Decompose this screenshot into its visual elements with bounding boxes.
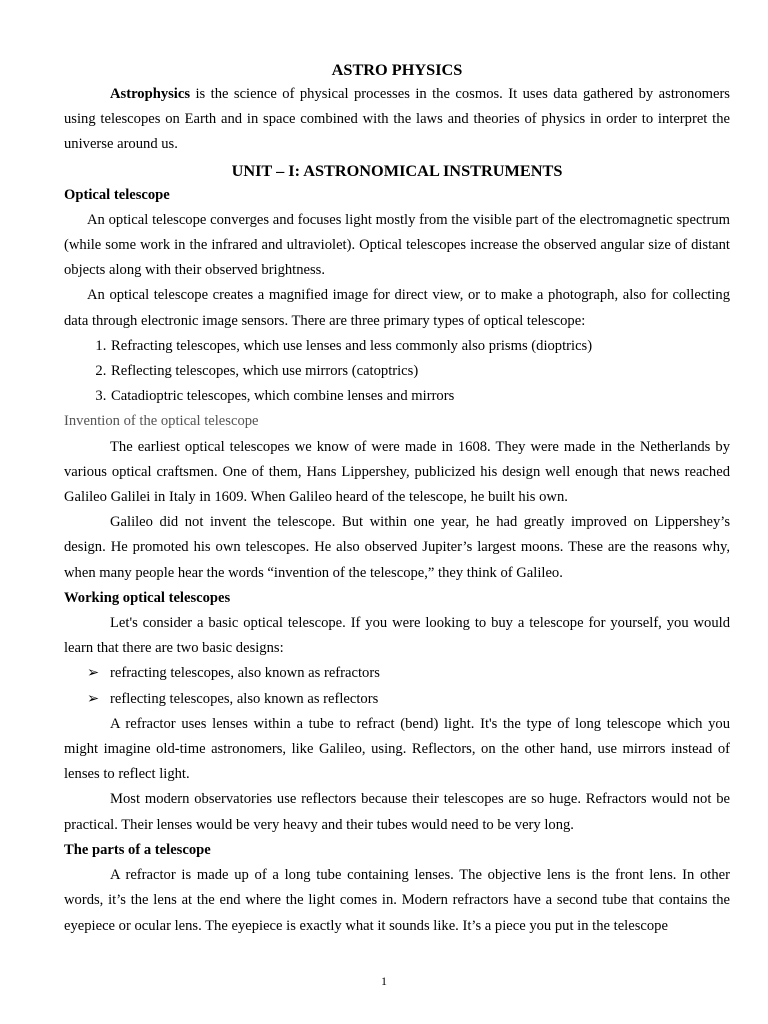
working-paragraph-1: Let's consider a basic optical telescope. If you were looking to buy a telescope for yourself, you would learn that there are two basic designs: bbox=[64, 615, 730, 657]
optical-paragraph-1: An optical telescope converges and focuses light mostly from the visible part of the electromagnetic spectrum (while some work in the infrared and ultraviolet). Optical telescopes increase the observed angular size of distant objects along with their observed brightness. bbox=[64, 211, 730, 279]
list-item bbox=[87, 687, 730, 712]
list-item: 1. Refracting telescopes, which use lenses and less commonly also prisms (dioptrics) bbox=[110, 334, 730, 359]
section-heading-optical: Optical telescope bbox=[64, 186, 170, 203]
telescope-designs-list bbox=[64, 661, 730, 711]
intro-term: Astrophysics bbox=[110, 86, 191, 102]
parts-paragraph-1: A refractor is made up of a long tube containing lenses. The objective lens is the front lens. In other words, it’s the lens at the end where the light comes in. Modern refractors have a second tube that contains the eyepiece or ocular lens. The eyepiece is exactly what it sounds like. It’s a piece you put in the telescope bbox=[64, 867, 730, 934]
document-title: ASTRO PHYSICS bbox=[331, 60, 463, 79]
list-item-text: reflecting telescopes, also known as reflectors bbox=[110, 690, 379, 707]
section-heading-parts: The parts of a telescope bbox=[64, 841, 211, 858]
intro-text: is the science of physical processes in the cosmos. It uses data gathered by astronomers using telescopes on Earth and in space combined with the laws and theories of physics in order to interpret the universe around us. bbox=[64, 86, 730, 153]
unit-title: UNIT – I: ASTRONOMICAL INSTRUMENTS bbox=[231, 160, 563, 180]
page-content bbox=[64, 60, 730, 939]
list-item: 2. Reflecting telescopes, which use mirrors (catoptrics) bbox=[110, 359, 730, 384]
list-item: 3. Catadioptric telescopes, which combine lenses and mirrors bbox=[110, 384, 730, 409]
list-item bbox=[87, 661, 730, 686]
arrow-bullet-icon: ➢ bbox=[87, 690, 100, 707]
page-number: 1 bbox=[381, 974, 387, 988]
invention-paragraph-2: Galileo did not invent the telescope. But within one year, he had greatly improved on Lippershey’s design. He promoted his own telescopes. He also observed Jupiter’s largest moons. These are the reasons why, when many people hear the words “invention of the telescope,” they think of Galileo. bbox=[64, 514, 730, 581]
list-item-text: refracting telescopes, also known as refractors bbox=[110, 665, 380, 682]
working-paragraph-2: A refractor uses lenses within a tube to refract (bend) light. It's the type of long telescope which you might imagine old-time astronomers, like Galileo, using. Reflectors, on the other hand, use mirrors instead of lenses to reflect light. bbox=[64, 715, 730, 783]
section-heading-working: Working optical telescopes bbox=[64, 589, 231, 606]
working-paragraph-3: Most modern observatories use reflectors because their telescopes are so huge. Refractors would not be practical. Their lenses would be very heavy and their tubes would need to be very long. bbox=[64, 791, 730, 833]
section-heading-invention: Invention of the optical telescope bbox=[64, 413, 259, 430]
intro-paragraph bbox=[64, 82, 730, 158]
invention-paragraph-1: The earliest optical telescopes we know of were made in 1608. They were made in the Netherlands by various optical craftsmen. One of them, Hans Lippershey, publicized his design well enough that news reached Galileo Galilei in Italy in 1609. When Galileo heard of the telescope, he built his own. bbox=[64, 438, 730, 506]
telescope-types-list bbox=[64, 334, 730, 410]
arrow-bullet-icon: ➢ bbox=[87, 665, 100, 682]
optical-paragraph-2: An optical telescope creates a magnified image for direct view, or to make a photograph, also for collecting data through electronic image sensors. There are three primary types of optical telescope: bbox=[64, 287, 730, 329]
